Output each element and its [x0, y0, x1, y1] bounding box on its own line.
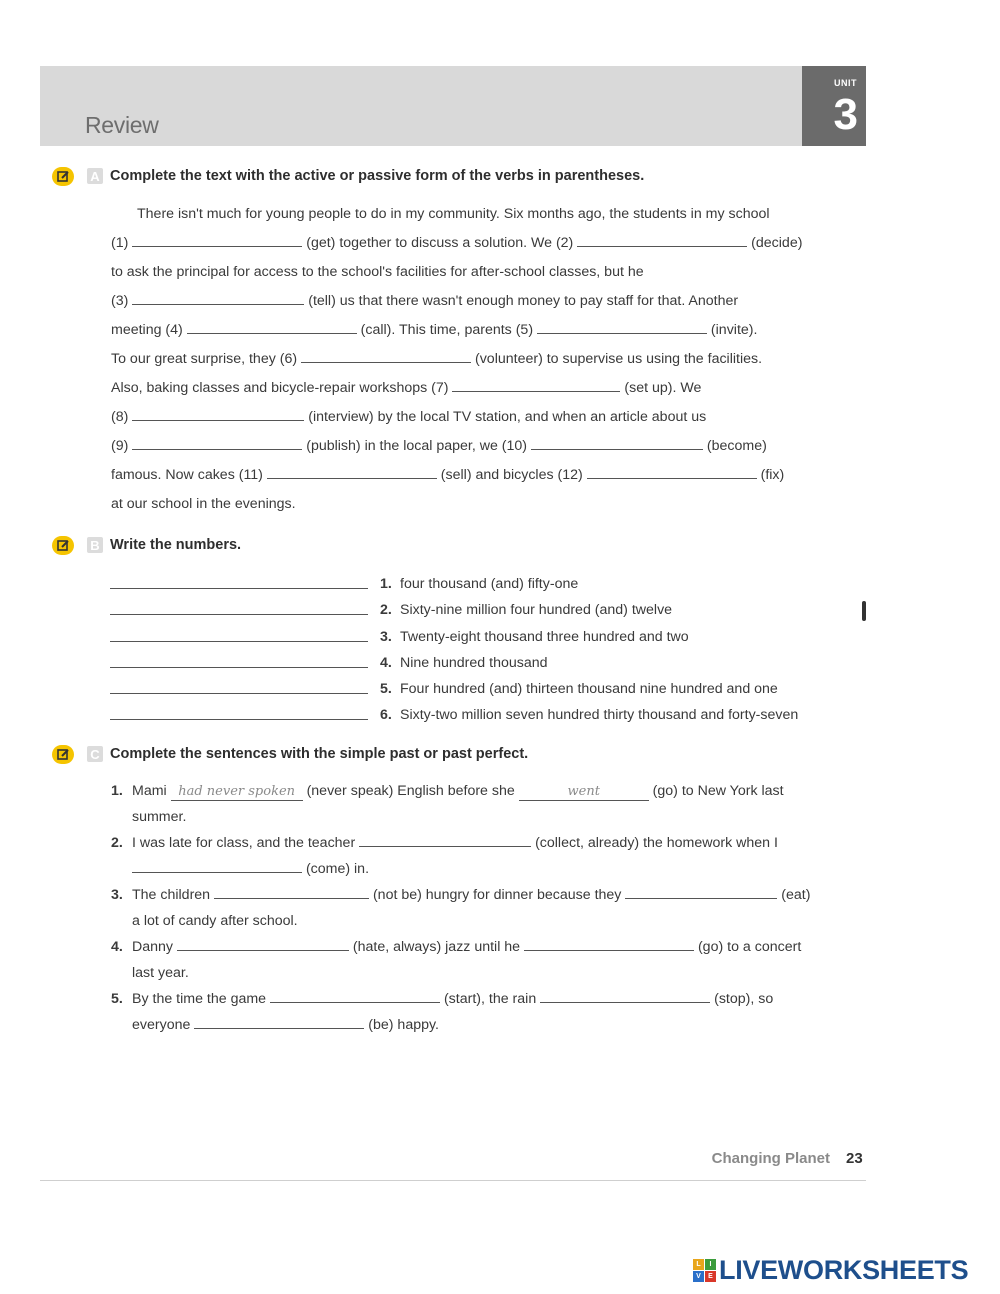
- passage-text-segment: (8): [111, 409, 133, 425]
- sentence-text-segment: (be) happy.: [364, 1017, 439, 1033]
- number-item: [110, 594, 798, 620]
- passage-text-segment: (1): [111, 235, 133, 251]
- sentence-text-segment: (go) to New York last: [648, 783, 784, 799]
- passage-text-segment: (tell) us that there wasn't enough money to pay staff for that. Another: [304, 293, 739, 309]
- answer-blank[interactable]: [110, 719, 368, 720]
- sentence-line: [111, 804, 831, 830]
- item-number: 1.: [111, 783, 123, 799]
- unit-label: UNIT: [834, 78, 857, 88]
- item-number: 4.: [380, 654, 392, 671]
- section-b-header: [52, 535, 241, 555]
- sentence-text-segment: summer.: [132, 809, 187, 825]
- passage-text-segment: (call). This time, parents (5): [356, 322, 537, 338]
- number-item: [110, 673, 798, 699]
- answer-blank[interactable]: [214, 882, 369, 899]
- passage-text-segment: To our great surprise, they (6): [111, 351, 302, 367]
- number-item: [110, 620, 798, 646]
- answer-blank[interactable]: [524, 934, 694, 951]
- answer-blank[interactable]: [110, 667, 368, 668]
- answer-blank[interactable]: [110, 693, 368, 694]
- passage-text-segment: (sell) and bicycles (12): [436, 467, 587, 483]
- passage-text-segment: (become): [702, 438, 767, 454]
- passage-text-segment: (set up). We: [620, 380, 702, 396]
- passage-text-segment: (fix): [756, 467, 785, 483]
- passage-text-segment: meeting (4): [111, 322, 187, 338]
- answer-blank[interactable]: [537, 320, 707, 334]
- passage-text-segment: to ask the principal for access to the school's facilities for after-school classes, but he: [111, 264, 644, 280]
- footer-book-title: Changing Planet: [711, 1150, 830, 1167]
- sentence-line: [111, 908, 831, 934]
- passage-text-segment: (interview) by the local TV station, and when an article about us: [304, 409, 707, 425]
- passage-line: [111, 229, 823, 258]
- brand-logo-icon: L I V E: [693, 1259, 716, 1282]
- unit-tab: [802, 66, 866, 146]
- answer-blank[interactable]: [132, 856, 302, 873]
- sentence-text-segment: Mami: [132, 783, 171, 799]
- sentence-text-segment: I was late for class, and the teacher: [132, 835, 360, 851]
- passage-line: [111, 403, 823, 432]
- passage-line: [111, 374, 823, 403]
- sentence-text-segment: (never speak) English before she: [302, 783, 519, 799]
- sentence-text-segment: By the time the game: [132, 991, 271, 1007]
- pencil-icon: [52, 167, 74, 186]
- answer-blank[interactable]: [132, 407, 304, 421]
- sentence-line: [111, 934, 831, 960]
- section-a-header: [52, 166, 644, 186]
- item-number: 1.: [380, 576, 392, 593]
- footer-page-number: 23: [846, 1150, 863, 1167]
- answer-blank[interactable]: [132, 436, 302, 450]
- numbers-list: [110, 568, 798, 725]
- page-title: Review: [85, 112, 159, 138]
- sentence-text-segment: a lot of candy after school.: [132, 913, 298, 929]
- sentence-line: [111, 830, 831, 856]
- brand-name: LIVEWORKSHEETS: [719, 1255, 969, 1285]
- answer-blank[interactable]: [177, 934, 349, 951]
- passage-line: [111, 287, 823, 316]
- sentence-text-segment: (start), the rain: [440, 991, 541, 1007]
- answer-blank[interactable]: [540, 986, 710, 1003]
- sentence-line: [111, 856, 831, 882]
- passage-line: [111, 200, 823, 229]
- passage-text-segment: There isn't much for young people to do in my community. Six months ago, the students in my school: [137, 206, 770, 222]
- answer-blank[interactable]: [187, 320, 357, 334]
- answer-blank[interactable]: [577, 233, 747, 247]
- passage-text-segment: (get) together to discuss a solution. We (2): [302, 235, 578, 251]
- sentence-line: [111, 960, 831, 986]
- sentence-line: [111, 1012, 831, 1038]
- pencil-icon: [52, 745, 74, 764]
- answer-blank[interactable]: [301, 349, 471, 363]
- answer-blank[interactable]: [110, 588, 368, 589]
- passage-text-segment: (invite).: [706, 322, 758, 338]
- section-letter: C: [87, 746, 103, 762]
- item-text: Four hundred (and) thirteen thousand nine hundred and one: [400, 680, 778, 697]
- sentence-line: [111, 986, 831, 1012]
- item-number: 4.: [111, 939, 123, 955]
- passage-text-segment: Also, baking classes and bicycle-repair workshops (7): [111, 380, 453, 396]
- section-instruction: Write the numbers.: [110, 537, 242, 553]
- item-number: 2.: [380, 602, 392, 619]
- passage-line: [111, 432, 823, 461]
- sentence-text-segment: last year.: [132, 965, 189, 981]
- item-number: 6.: [380, 707, 392, 724]
- answer-blank[interactable]: [267, 465, 437, 479]
- answer-blank[interactable]: [531, 436, 703, 450]
- item-number: 5.: [111, 991, 123, 1007]
- section-instruction: Complete the sentences with the simple past or past perfect.: [110, 746, 529, 762]
- answer-blank[interactable]: [359, 830, 531, 847]
- item-text: four thousand (and) fifty-one: [400, 576, 579, 593]
- item-text: Twenty-eight thousand three hundred and two: [400, 628, 689, 645]
- answer-blank[interactable]: [132, 291, 304, 305]
- sentence-text-segment: (collect, already) the homework when I: [531, 835, 778, 851]
- passage-text-segment: (decide): [747, 235, 803, 251]
- sentence-text-segment: (go) to a concert: [694, 939, 802, 955]
- passage-text-segment: (publish) in the local paper, we (10): [302, 438, 531, 454]
- passage-text: [111, 200, 823, 519]
- passage-line: [111, 316, 823, 345]
- item-number: 2.: [111, 835, 123, 851]
- footer-rule: [40, 1180, 866, 1181]
- answer-blank[interactable]: had never spoken: [171, 784, 303, 801]
- sentence-text-segment: everyone: [132, 1017, 195, 1033]
- answer-blank[interactable]: [587, 465, 757, 479]
- item-number: 5.: [380, 680, 392, 697]
- item-text: Sixty-nine million four hundred (and) twelve: [400, 602, 673, 619]
- number-item: [110, 699, 798, 725]
- answer-blank[interactable]: went: [519, 784, 649, 801]
- item-number: 3.: [111, 887, 123, 903]
- passage-text-segment: at our school in the evenings.: [111, 496, 296, 512]
- sentence-text-segment: Danny: [132, 939, 177, 955]
- brand-logo: [693, 1255, 968, 1286]
- section-letter: A: [87, 168, 103, 184]
- passage-text-segment: famous. Now cakes (11): [111, 467, 267, 483]
- sentences-list: [111, 778, 831, 1038]
- sentence-line: [111, 778, 831, 804]
- answer-blank[interactable]: [132, 233, 302, 247]
- answer-blank[interactable]: [194, 1012, 364, 1029]
- section-letter: B: [87, 537, 103, 553]
- item-text: Sixty-two million seven hundred thirty thousand and forty-seven: [400, 707, 799, 724]
- answer-blank[interactable]: [270, 986, 440, 1003]
- sentence-text-segment: (eat): [777, 887, 811, 903]
- passage-line: [111, 345, 823, 374]
- scroll-mark: [862, 601, 866, 621]
- answer-blank[interactable]: [110, 641, 368, 642]
- section-c-header: [52, 744, 528, 764]
- answer-blank[interactable]: [110, 614, 368, 615]
- passage-text-segment: (3): [111, 293, 133, 309]
- sentence-text-segment: (not be) hungry for dinner because they: [369, 887, 626, 903]
- item-text: Nine hundred thousand: [400, 654, 548, 671]
- pencil-icon: [52, 536, 74, 555]
- passage-text-segment: (9): [111, 438, 133, 454]
- answer-blank[interactable]: [452, 378, 620, 392]
- unit-number: 3: [833, 90, 858, 139]
- passage-text-segment: (volunteer) to supervise us using the facilities.: [471, 351, 763, 367]
- passage-line: [111, 490, 823, 519]
- sentence-text-segment: The children: [132, 887, 215, 903]
- item-number: 3.: [380, 628, 392, 645]
- sentence-text-segment: (come) in.: [302, 861, 370, 877]
- sentence-text-segment: (stop), so: [710, 991, 774, 1007]
- section-instruction: Complete the text with the active or passive form of the verbs in parentheses.: [110, 168, 645, 184]
- number-item: [110, 568, 798, 594]
- answer-blank[interactable]: [625, 882, 777, 899]
- number-item: [110, 647, 798, 673]
- sentence-line: [111, 882, 831, 908]
- sentence-text-segment: (hate, always) jazz until he: [348, 939, 525, 955]
- passage-line: [111, 461, 823, 490]
- passage-line: [111, 258, 823, 287]
